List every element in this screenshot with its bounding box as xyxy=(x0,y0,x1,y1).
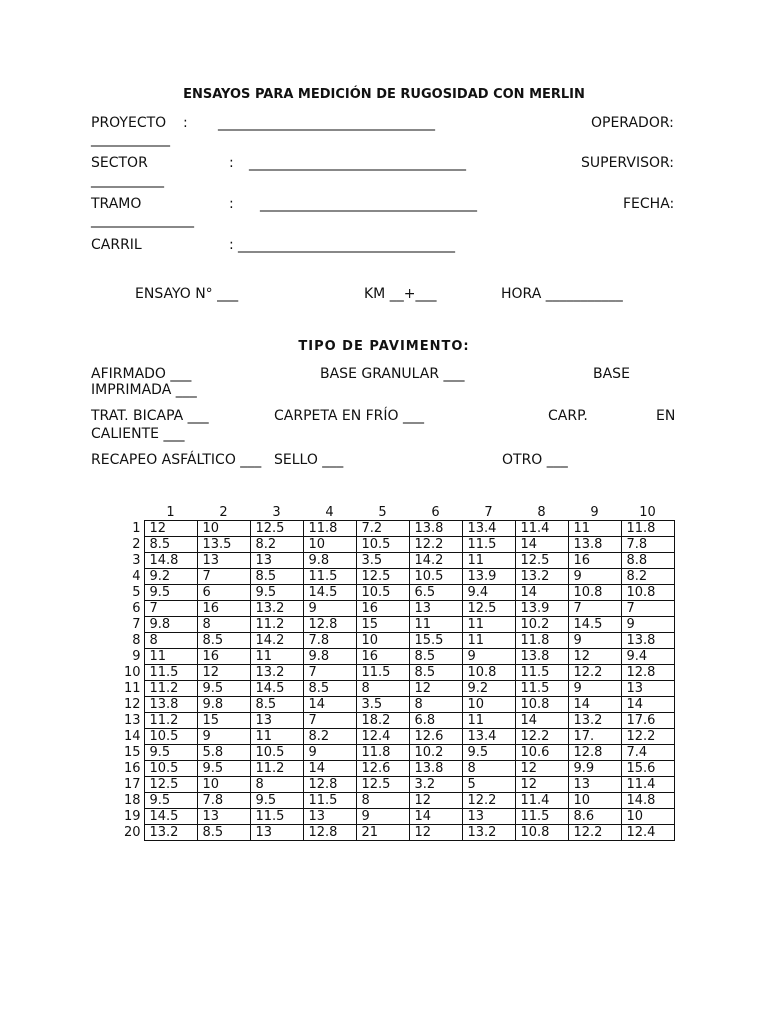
table-cell[interactable]: 11 xyxy=(250,649,303,665)
table-cell[interactable]: 13 xyxy=(621,681,674,697)
row-header: 10 xyxy=(123,665,141,680)
table-cell[interactable]: 9.8 xyxy=(144,617,197,633)
row-header: 12 xyxy=(123,697,141,712)
row-header: 6 xyxy=(132,601,141,616)
table-cell[interactable]: 9.5 xyxy=(144,585,197,601)
table-cell[interactable]: 9.2 xyxy=(462,681,515,697)
table-cell[interactable]: 12.8 xyxy=(621,665,674,681)
table-cell[interactable]: 7 xyxy=(144,601,197,617)
table-cell[interactable]: 10.6 xyxy=(515,745,568,761)
trat-bicapa-option[interactable]: TRAT. BICAPA ___ xyxy=(91,408,209,424)
table-cell[interactable]: 11.4 xyxy=(515,521,568,537)
table-cell[interactable]: 9 xyxy=(462,649,515,665)
supervisor-label: SUPERVISOR: xyxy=(581,155,675,171)
row-header: 3 xyxy=(132,553,141,568)
table-cell[interactable]: 11 xyxy=(568,521,621,537)
table-cell[interactable]: 21 xyxy=(356,825,409,841)
column-header: 1 xyxy=(166,505,175,520)
table-cell[interactable]: 5.8 xyxy=(197,745,250,761)
table-cell[interactable]: 12.2 xyxy=(621,729,674,745)
table-cell[interactable]: 11.5 xyxy=(515,665,568,681)
table-cell[interactable]: 9 xyxy=(568,681,621,697)
table-body xyxy=(117,521,674,841)
table-cell[interactable]: 13 xyxy=(462,809,515,825)
table-cell[interactable]: 11.5 xyxy=(515,809,568,825)
row-header: 20 xyxy=(123,825,141,840)
page-title: ENSAYOS PARA MEDICIÓN DE RUGOSIDAD CON MERLIN xyxy=(183,87,585,102)
table-cell[interactable]: 12.8 xyxy=(568,745,621,761)
table-cell[interactable]: 15 xyxy=(356,617,409,633)
table-cell[interactable]: 11.8 xyxy=(515,633,568,649)
table-cell[interactable]: 16 xyxy=(356,601,409,617)
table-row xyxy=(117,729,674,745)
table-cell[interactable]: 11.5 xyxy=(515,681,568,697)
base-imprimada-option-part2[interactable]: IMPRIMADA ___ xyxy=(91,382,197,398)
table-cell[interactable]: 7.8 xyxy=(197,793,250,809)
sector-blank[interactable]: ____________________________________ xyxy=(249,155,465,171)
row-header: 9 xyxy=(132,649,141,664)
table-row xyxy=(117,569,674,585)
table-cell[interactable]: 10.8 xyxy=(515,825,568,841)
table-row xyxy=(117,585,674,601)
table-cell[interactable]: 12 xyxy=(409,681,462,697)
table-cell[interactable]: 8.2 xyxy=(303,729,356,745)
table-cell[interactable]: 12.4 xyxy=(356,729,409,745)
column-header: 9 xyxy=(590,505,599,520)
table-cell[interactable]: 7.8 xyxy=(303,633,356,649)
table-cell[interactable]: 12.2 xyxy=(462,793,515,809)
table-cell[interactable]: 11.2 xyxy=(144,681,197,697)
table-cell[interactable]: 13 xyxy=(409,601,462,617)
proyecto-label: PROYECTO xyxy=(91,115,167,131)
operador-blank[interactable]: _____________ xyxy=(91,131,169,147)
table-cell[interactable]: 14.2 xyxy=(409,553,462,569)
column-header: 6 xyxy=(431,505,440,520)
table-cell[interactable]: 13.5 xyxy=(197,537,250,553)
table-cell[interactable]: 9.8 xyxy=(303,553,356,569)
supervisor-blank[interactable]: ____________ xyxy=(91,172,163,188)
table-cell[interactable]: 11 xyxy=(462,633,515,649)
table-cell[interactable]: 12.2 xyxy=(515,729,568,745)
table-cell[interactable]: 13.8 xyxy=(144,697,197,713)
table-cell[interactable]: 11.5 xyxy=(462,537,515,553)
table-cell[interactable]: 11.8 xyxy=(621,521,674,537)
measurement-table xyxy=(117,503,675,841)
tramo-label: TRAMO xyxy=(91,196,142,212)
table-cell[interactable]: 12.2 xyxy=(568,665,621,681)
table-cell[interactable]: 13.2 xyxy=(515,569,568,585)
table-cell[interactable]: 12.5 xyxy=(144,777,197,793)
table-cell[interactable]: 14 xyxy=(621,697,674,713)
table-cell[interactable]: 10.8 xyxy=(462,665,515,681)
table-cell[interactable]: 7 xyxy=(303,665,356,681)
table-cell[interactable]: 11 xyxy=(409,617,462,633)
recapeo-option[interactable]: RECAPEO ASFÁLTICO ___ xyxy=(91,452,262,468)
table-cell[interactable]: 10 xyxy=(303,537,356,553)
table-cell[interactable]: 17. xyxy=(568,729,621,745)
afirmado-option[interactable]: AFIRMADO ___ xyxy=(91,366,192,382)
table-cell[interactable]: 13.4 xyxy=(462,729,515,745)
table-cell[interactable]: 16 xyxy=(356,649,409,665)
table-cell[interactable]: 14.8 xyxy=(144,553,197,569)
table-cell[interactable]: 9 xyxy=(356,809,409,825)
table-cell[interactable]: 9.5 xyxy=(250,793,303,809)
table-cell[interactable]: 8.2 xyxy=(250,537,303,553)
table-cell[interactable]: 11.2 xyxy=(250,617,303,633)
table-cell[interactable]: 8 xyxy=(356,793,409,809)
table-cell[interactable]: 10 xyxy=(197,521,250,537)
proyecto-blank[interactable]: ____________________________________ xyxy=(218,115,434,131)
table-cell[interactable]: 9.5 xyxy=(462,745,515,761)
table-cell[interactable]: 12 xyxy=(568,649,621,665)
table-cell[interactable]: 13.4 xyxy=(462,521,515,537)
table-cell[interactable]: 11.2 xyxy=(144,713,197,729)
table-cell[interactable]: 13.9 xyxy=(515,601,568,617)
row-header: 2 xyxy=(132,537,141,552)
table-cell[interactable]: 14 xyxy=(515,537,568,553)
row-header: 7 xyxy=(132,617,141,632)
table-row xyxy=(117,697,674,713)
operador-label: OPERADOR: xyxy=(591,115,674,131)
table-cell[interactable]: 10.5 xyxy=(144,729,197,745)
base-imprimada-option-part1[interactable]: BASE xyxy=(593,366,630,382)
table-row xyxy=(117,809,674,825)
sello-option[interactable]: SELLO ___ xyxy=(274,452,344,468)
table-cell[interactable]: 9.4 xyxy=(621,649,674,665)
fecha-blank[interactable]: _________________ xyxy=(91,212,193,228)
table-cell[interactable]: 9.5 xyxy=(250,585,303,601)
table-cell[interactable]: 12.6 xyxy=(356,761,409,777)
table-cell[interactable]: 16 xyxy=(197,601,250,617)
table-cell[interactable]: 11.5 xyxy=(303,793,356,809)
table-cell[interactable]: 14 xyxy=(303,761,356,777)
table-cell[interactable]: 11.2 xyxy=(250,761,303,777)
table-cell[interactable]: 13.9 xyxy=(462,569,515,585)
table-cell[interactable]: 7 xyxy=(568,601,621,617)
table-cell[interactable]: 10.8 xyxy=(621,585,674,601)
table-cell[interactable]: 9.5 xyxy=(197,761,250,777)
table-cell[interactable]: 8.8 xyxy=(621,553,674,569)
table-cell[interactable]: 13.8 xyxy=(515,649,568,665)
table-cell[interactable]: 10.5 xyxy=(409,569,462,585)
table-cell[interactable]: 12.8 xyxy=(303,825,356,841)
table-cell[interactable]: 7.8 xyxy=(621,537,674,553)
table-cell[interactable]: 12.8 xyxy=(303,777,356,793)
table-cell[interactable]: 8 xyxy=(144,633,197,649)
table-cell[interactable]: 8.5 xyxy=(250,697,303,713)
table-cell[interactable]: 10 xyxy=(568,793,621,809)
row-header: 16 xyxy=(123,761,141,776)
table-row xyxy=(117,713,674,729)
row-header: 11 xyxy=(123,681,141,696)
table-cell[interactable]: 10.2 xyxy=(409,745,462,761)
sector-colon: : xyxy=(229,155,234,171)
table-cell[interactable]: 11 xyxy=(462,617,515,633)
table-cell[interactable]: 10.5 xyxy=(356,585,409,601)
row-header: 19 xyxy=(123,809,141,824)
table-cell[interactable]: 8 xyxy=(356,681,409,697)
table-cell[interactable]: 11 xyxy=(462,553,515,569)
row-header: 4 xyxy=(132,569,141,584)
table-cell[interactable]: 3.5 xyxy=(356,697,409,713)
table-cell[interactable]: 17.6 xyxy=(621,713,674,729)
base-granular-option[interactable]: BASE GRANULAR ___ xyxy=(320,366,465,382)
table-cell[interactable]: 14.2 xyxy=(250,633,303,649)
table-cell[interactable]: 12.8 xyxy=(303,617,356,633)
table-cell[interactable]: 12.2 xyxy=(568,825,621,841)
table-cell[interactable]: 7 xyxy=(197,569,250,585)
table-corner xyxy=(117,503,144,521)
table-cell[interactable]: 8.5 xyxy=(197,633,250,649)
table-cell[interactable]: 10.8 xyxy=(568,585,621,601)
row-header: 5 xyxy=(132,585,141,600)
table-cell[interactable]: 9 xyxy=(303,601,356,617)
table-cell[interactable]: 7.4 xyxy=(621,745,674,761)
table-cell[interactable]: 9 xyxy=(568,569,621,585)
table-row xyxy=(117,665,674,681)
table-cell[interactable]: 12 xyxy=(409,825,462,841)
table-cell[interactable]: 8.2 xyxy=(621,569,674,585)
table-row xyxy=(117,825,674,841)
table-cell[interactable]: 14 xyxy=(303,697,356,713)
table-cell[interactable]: 8 xyxy=(197,617,250,633)
table-cell[interactable]: 8 xyxy=(409,697,462,713)
row-header: 18 xyxy=(123,793,141,808)
table-cell[interactable]: 9 xyxy=(621,617,674,633)
table-cell[interactable]: 11.5 xyxy=(250,809,303,825)
sector-label: SECTOR xyxy=(91,155,148,171)
table-cell[interactable]: 11 xyxy=(144,649,197,665)
table-cell[interactable]: 13 xyxy=(568,777,621,793)
column-header: 10 xyxy=(639,505,656,520)
table-cell[interactable]: 12 xyxy=(144,521,197,537)
row-header: 13 xyxy=(123,713,141,728)
table-row xyxy=(117,601,674,617)
table-cell[interactable]: 7.2 xyxy=(356,521,409,537)
table-cell[interactable]: 14.5 xyxy=(144,809,197,825)
table-cell[interactable]: 13.8 xyxy=(409,521,462,537)
table-cell[interactable]: 13.2 xyxy=(250,665,303,681)
table-cell[interactable]: 14 xyxy=(409,809,462,825)
carril-colon: : xyxy=(229,237,234,253)
tramo-colon: : xyxy=(229,196,234,212)
table-cell[interactable]: 11.8 xyxy=(356,745,409,761)
row-header: 17 xyxy=(123,777,141,792)
table-cell[interactable]: 8 xyxy=(250,777,303,793)
table-cell[interactable]: 14 xyxy=(515,585,568,601)
table-cell[interactable]: 8 xyxy=(462,761,515,777)
table-cell[interactable]: 9.4 xyxy=(462,585,515,601)
table-cell[interactable]: 14.5 xyxy=(250,681,303,697)
table-cell[interactable]: 13 xyxy=(250,825,303,841)
table-cell[interactable]: 9 xyxy=(568,633,621,649)
table-cell[interactable]: 13.8 xyxy=(409,761,462,777)
table-cell[interactable]: 8.5 xyxy=(303,681,356,697)
table-row xyxy=(117,681,674,697)
table-cell[interactable]: 12.5 xyxy=(356,569,409,585)
table-cell[interactable]: 6.8 xyxy=(409,713,462,729)
otro-option[interactable]: OTRO ___ xyxy=(502,452,568,468)
table-cell[interactable]: 3.5 xyxy=(356,553,409,569)
table-cell[interactable]: 9.5 xyxy=(144,745,197,761)
column-header: 3 xyxy=(272,505,281,520)
table-row xyxy=(117,745,674,761)
table-cell[interactable]: 14.5 xyxy=(303,585,356,601)
table-cell[interactable]: 14 xyxy=(515,713,568,729)
table-cell[interactable]: 5 xyxy=(462,777,515,793)
table-cell[interactable]: 11.4 xyxy=(515,793,568,809)
table-cell[interactable]: 18.2 xyxy=(356,713,409,729)
tramo-blank[interactable]: ____________________________________ xyxy=(260,196,476,212)
table-cell[interactable]: 11.5 xyxy=(144,665,197,681)
table-cell[interactable]: 10.5 xyxy=(356,537,409,553)
table-row xyxy=(117,537,674,553)
column-header: 7 xyxy=(484,505,493,520)
table-cell[interactable]: 9.9 xyxy=(568,761,621,777)
table-cell[interactable]: 11.4 xyxy=(621,777,674,793)
table-cell[interactable]: 10 xyxy=(462,697,515,713)
table-cell[interactable]: 12.5 xyxy=(515,553,568,569)
table-cell[interactable]: 13 xyxy=(197,553,250,569)
carp-caliente-option-part3[interactable]: CALIENTE ___ xyxy=(91,426,185,442)
table-cell[interactable]: 6 xyxy=(197,585,250,601)
table-cell[interactable]: 12.5 xyxy=(250,521,303,537)
table-cell[interactable]: 8.5 xyxy=(409,665,462,681)
table-cell[interactable]: 9.8 xyxy=(303,649,356,665)
fecha-label: FECHA: xyxy=(623,196,675,212)
pavimento-heading: TIPO DE PAVIMENTO: xyxy=(298,339,470,354)
table-cell[interactable]: 9 xyxy=(303,745,356,761)
table-cell[interactable]: 9 xyxy=(197,729,250,745)
column-header: 4 xyxy=(325,505,334,520)
column-header: 5 xyxy=(378,505,387,520)
table-cell[interactable]: 11.5 xyxy=(356,665,409,681)
table-cell[interactable]: 6.5 xyxy=(409,585,462,601)
table-cell[interactable]: 9.2 xyxy=(144,569,197,585)
table-cell[interactable]: 10.5 xyxy=(144,761,197,777)
row-header: 15 xyxy=(123,745,141,760)
table-cell[interactable]: 13.2 xyxy=(462,825,515,841)
table-cell[interactable]: 7 xyxy=(621,601,674,617)
table-cell[interactable]: 10 xyxy=(356,633,409,649)
table-cell[interactable]: 15 xyxy=(197,713,250,729)
table-cell[interactable]: 13 xyxy=(197,809,250,825)
table-cell[interactable]: 12 xyxy=(197,665,250,681)
carril-blank[interactable]: ____________________________________ xyxy=(238,237,454,253)
table-cell[interactable]: 14.5 xyxy=(568,617,621,633)
carril-label: CARRIL xyxy=(91,237,142,253)
table-cell[interactable]: 11.8 xyxy=(303,521,356,537)
table-cell[interactable]: 13 xyxy=(250,713,303,729)
table-cell[interactable]: 8.5 xyxy=(197,825,250,841)
carp-caliente-option-part2[interactable]: EN xyxy=(656,408,676,424)
table-cell[interactable]: 10.5 xyxy=(250,745,303,761)
ensayo-number[interactable]: ENSAYO N° ___ xyxy=(135,286,239,302)
hora-field[interactable]: HORA ___________ xyxy=(501,286,623,302)
table-cell[interactable]: 15.5 xyxy=(409,633,462,649)
table-row xyxy=(117,553,674,569)
table-header-row xyxy=(117,503,674,521)
table-cell[interactable]: 16 xyxy=(568,553,621,569)
table-cell[interactable]: 12 xyxy=(515,777,568,793)
row-header: 14 xyxy=(123,729,141,744)
table-cell[interactable]: 15.6 xyxy=(621,761,674,777)
table-cell[interactable]: 13.8 xyxy=(621,633,674,649)
table-cell[interactable]: 10.8 xyxy=(515,697,568,713)
table-row xyxy=(117,521,674,537)
row-header: 1 xyxy=(132,521,141,536)
table-row xyxy=(117,777,674,793)
carpeta-frio-option[interactable]: CARPETA EN FRÍO ___ xyxy=(274,408,425,424)
column-header: 2 xyxy=(219,505,228,520)
table-cell[interactable]: 10.2 xyxy=(515,617,568,633)
table-cell[interactable]: 9.5 xyxy=(144,793,197,809)
table-cell[interactable]: 10 xyxy=(197,777,250,793)
proyecto-colon: : xyxy=(183,115,188,131)
table-cell[interactable]: 12.6 xyxy=(409,729,462,745)
carp-caliente-option-part1[interactable]: CARP. xyxy=(548,408,588,424)
table-row xyxy=(117,649,674,665)
table-cell[interactable]: 14.8 xyxy=(621,793,674,809)
table-cell[interactable]: 13.2 xyxy=(144,825,197,841)
table-cell[interactable]: 13 xyxy=(303,809,356,825)
table-row xyxy=(117,617,674,633)
table-cell[interactable]: 9.8 xyxy=(197,697,250,713)
table-cell[interactable]: 12 xyxy=(515,761,568,777)
table-row xyxy=(117,633,674,649)
table-cell[interactable]: 16 xyxy=(197,649,250,665)
table-cell[interactable]: 8.5 xyxy=(409,649,462,665)
table-cell[interactable]: 3.2 xyxy=(409,777,462,793)
table-cell[interactable]: 11 xyxy=(250,729,303,745)
table-cell[interactable]: 12.4 xyxy=(621,825,674,841)
table-cell[interactable]: 13.8 xyxy=(568,537,621,553)
table-cell[interactable]: 7 xyxy=(303,713,356,729)
table-cell[interactable]: 8.5 xyxy=(144,537,197,553)
table-row xyxy=(117,761,674,777)
row-header: 8 xyxy=(132,633,141,648)
column-header: 8 xyxy=(537,505,546,520)
table-cell[interactable]: 10 xyxy=(621,809,674,825)
table-cell[interactable]: 11 xyxy=(462,713,515,729)
km-field[interactable]: KM __+___ xyxy=(364,286,437,302)
table-cell[interactable]: 13.2 xyxy=(250,601,303,617)
table-cell[interactable]: 14 xyxy=(568,697,621,713)
table-cell[interactable]: 12.2 xyxy=(409,537,462,553)
table-cell[interactable]: 12.5 xyxy=(462,601,515,617)
table-cell[interactable]: 11.5 xyxy=(303,569,356,585)
table-cell[interactable]: 13.2 xyxy=(568,713,621,729)
table-row xyxy=(117,793,674,809)
table-cell[interactable]: 12.5 xyxy=(356,777,409,793)
table-cell[interactable]: 8.6 xyxy=(568,809,621,825)
table-cell[interactable]: 8.5 xyxy=(250,569,303,585)
table-cell[interactable]: 12 xyxy=(409,793,462,809)
table-cell[interactable]: 13 xyxy=(250,553,303,569)
table-cell[interactable]: 9.5 xyxy=(197,681,250,697)
